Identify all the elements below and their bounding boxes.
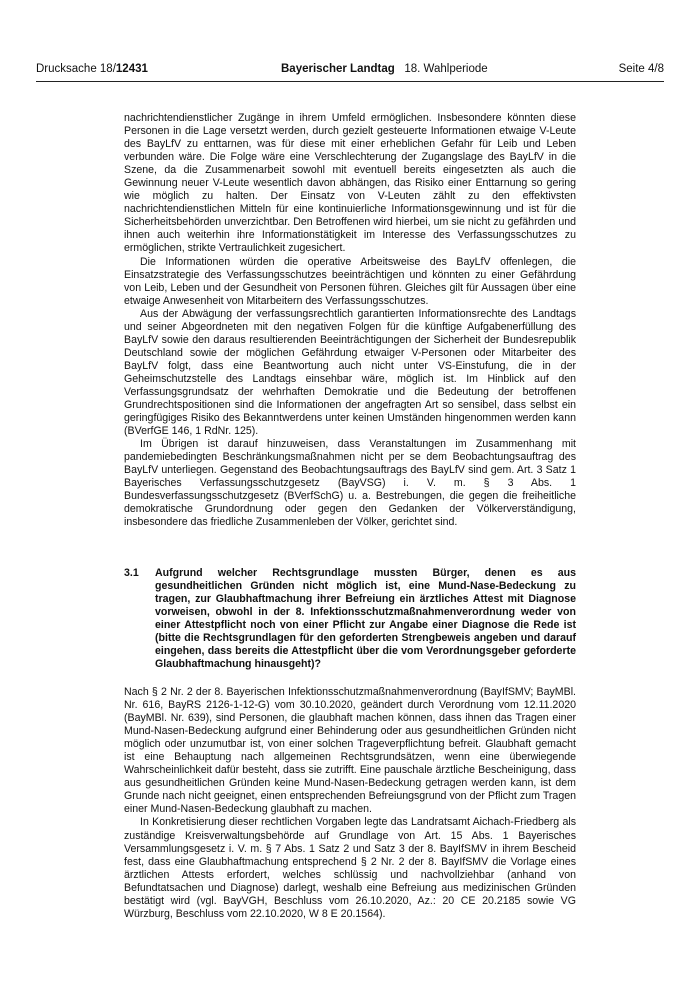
paragraph: Nach § 2 Nr. 2 der 8. Bayerischen Infektionsschutzmaßnahmenverordnung (BayIfSMV; BayMBl. Nr. 616, BayRS 2126-1-12-G) vom 30.10.2020, geändert durch Verordnung vom 12.11.2020 (BayMBl. Nr. 639), sind Personen, die glaubhaft machen können, dass ihnen das Tragen einer Mund-Nasen-Bedeckung aufgrund einer Behinderung oder aus gesundheitlichen Gründen nicht möglich oder unzumutbar ist, von einer solchen Trageverpflichtung befreit. Glaubhaft gemacht ist eine Behauptung nach allgemeinen Rechtsgrundsätzen, wenn eine überwiegende Wahrscheinlichkeit dafür besteht, dass sie zutrifft. Eine pauschale ärztliche Bescheinigung, dass aus gesundheitlichen Gründen keine Mund-Nasen-Bedeckung getragen werden kann, ist dem Grunde nach nicht geeignet, einen entsprechenden Befreiungsgrund von der Pflicht zum Tragen einer Mund-Nasen-Bedeckung glaubhaft zu machen. [124, 686, 576, 816]
paragraph: Im Übrigen ist darauf hinzuweisen, dass Veranstaltungen im Zusammenhang mit pandemiebedingten Beschränkungsmaßnahmen nicht per se dem Beobachtungsauftrag des BayLfV unterliegen. Gegenstand des Beobachtungsauftrags des BayLfV sind gem. Art. 3 Satz 1 Bayerisches Verfassungsschutzgesetz (BayVSG) i. V. m. § 3 Abs. 1 Bundesverfassungsschutzgesetz (BVerfSchG) u. a. Bestrebungen, die gegen die freiheitliche demokratische Grundordnung oder gegen den Gedanken der Völkerverständigung, insbesondere das friedliche Zusammenleben der Völker, gerichtet sind. [124, 438, 576, 529]
header-divider [36, 81, 664, 82]
page-number: Seite 4/8 [618, 63, 664, 75]
header-title [281, 63, 488, 75]
question-text: Aufgrund welcher Rechtsgrundlage mussten Bürger, denen es aus gesundheitlichen Gründen nicht möglich ist, eine Mund-Nase-Bedeckung zu tragen, zur Glaubhaftmachung ihrer Befreiung ein ärztliches Attest mit Diagnose vorweisen, obwohl in der 8. Infektionsschutzmaßnahmenverordnung weder von einer Attestpflicht noch von einer Pflicht zur Angabe einer Diagnose die Rede ist (bitte die Rechtsgrundlagen für den geforderten Strengbeweis angeben und darauf eingehen, dass bereits die Attestpflicht über die vom Verordnungsgeber geforderte Glaubhaftmachung hinausgeht)? [155, 567, 576, 671]
question-block [124, 567, 576, 671]
paragraph: Aus der Abwägung der verfassungsrechtlich garantierten Informationsrechte des Landtags und seiner Abgeordneten mit den negativen Folgen für die künftige Aufgabenerfüllung des BayLfV sowie den daraus resultierenden Beeinträchtigungen der Sicherheit der Bundesrepublik Deutschland sowie der möglichen Gefährdung etwaiger V-Personen oder Mitarbeiter des BayLfV folgt, dass eine Beantwortung auch nicht unter VS-Einstufung, die in der Geheimschutzstelle des Landtags einsehbar wäre, möglich ist. Im Hinblick auf den Verfassungsgrundsatz der wehrhaften Demokratie und die Bedeutung der betroffenen Grundrechtspositionen sind die Informationen der angefragten Art so sensibel, dass selbst ein geringfügiges Risiko des Bekanntwerdens unter keinen Umständen hingenommen werden kann (BVerfGE 146, 1 RdNr. 125). [124, 307, 576, 438]
paragraph: In Konkretisierung dieser rechtlichen Vorgaben legte das Landratsamt Aichach-Friedberg als zuständige Kreisverwaltungsbehörde auf Grundlage von Art. 15 Abs. 1 Bayerisches Versammlungsgesetz i. V. m. § 7 Abs. 1 Satz 2 und Satz 3 der 8. BayIfSMV in ihrem Bescheid fest, dass eine Glaubhaftmachung entsprechend § 2 Nr. 2 der 8. BayIfSMV die Vorlage eines ärztlichen Attests erfordert, welches schlüssig und nachvollziehbar (anhand von Befundtatsachen und Diagnose) darlegt, weshalb eine Befreiung aus medizinischen Gründen bestätigt wird (vgl. BayVGH, Beschluss vom 26.10.2020, Az.: 20 CE 20.2185 sowie VG Würzburg, Beschluss vom 22.10.2020, W 8 E 20.1564). [124, 816, 576, 920]
question-number: 3.1 [124, 567, 139, 579]
legislative-period: 18. Wahlperiode [404, 63, 488, 75]
paragraph: nachrichtendienstlicher Zugänge in ihrem Umfeld ermöglichen. Insbesondere könnten diese Personen in die Lage versetzt werden, durch gezielt gesteuerte Informationen etwaige V-Leute des BayLfV zu enttarnen, was für diese mit einer erheblichen Gefahr für Leib und Leben verbunden wäre. Die Folge wäre eine Verschlechterung der Zugangslage des BayLfV in die Szene, da die Zusammenarbeit sowohl mit eventuell bereits eingesetzten als auch die Gewinnung neuer V-Leute wesentlich davon abhängen, das Risiko einer Enttarnung so gering wie möglich zu halten. Der Einsatz von V-Leuten zählt zu den effektivsten nachrichtendienstlichen Mitteln für eine kontinuierliche Informationsgewinnung und ist für die Sicherheitsbehörden unverzichtbar. Den Betroffenen wird hierbei, um sie nicht zu gefährden und ihnen auch weiterhin ihre Informationstätigkeit im Interesse des Verfassungsschutzes zu ermöglichen, strikte Vertraulichkeit zugesichert. [124, 112, 576, 255]
answer-text-block [124, 686, 576, 921]
institution-name: Bayerischer Landtag [281, 63, 395, 75]
answer-text-block [124, 112, 576, 530]
page-header [36, 63, 664, 81]
paragraph: Die Informationen würden die operative Arbeitsweise des BayLfV offenlegen, die Einsatzstrategie des Verfassungsschutzes beeinträchtigen und könnten zu einer Gefährdung von Leib, Leben und der Gesundheit von Personen führen. Gleiches gilt für Aussagen über eine etwaige Anwesenheit von Mitarbeitern des Verfassungsschutzes. [124, 255, 576, 307]
document-number: Drucksache 18/12431 [36, 63, 148, 75]
